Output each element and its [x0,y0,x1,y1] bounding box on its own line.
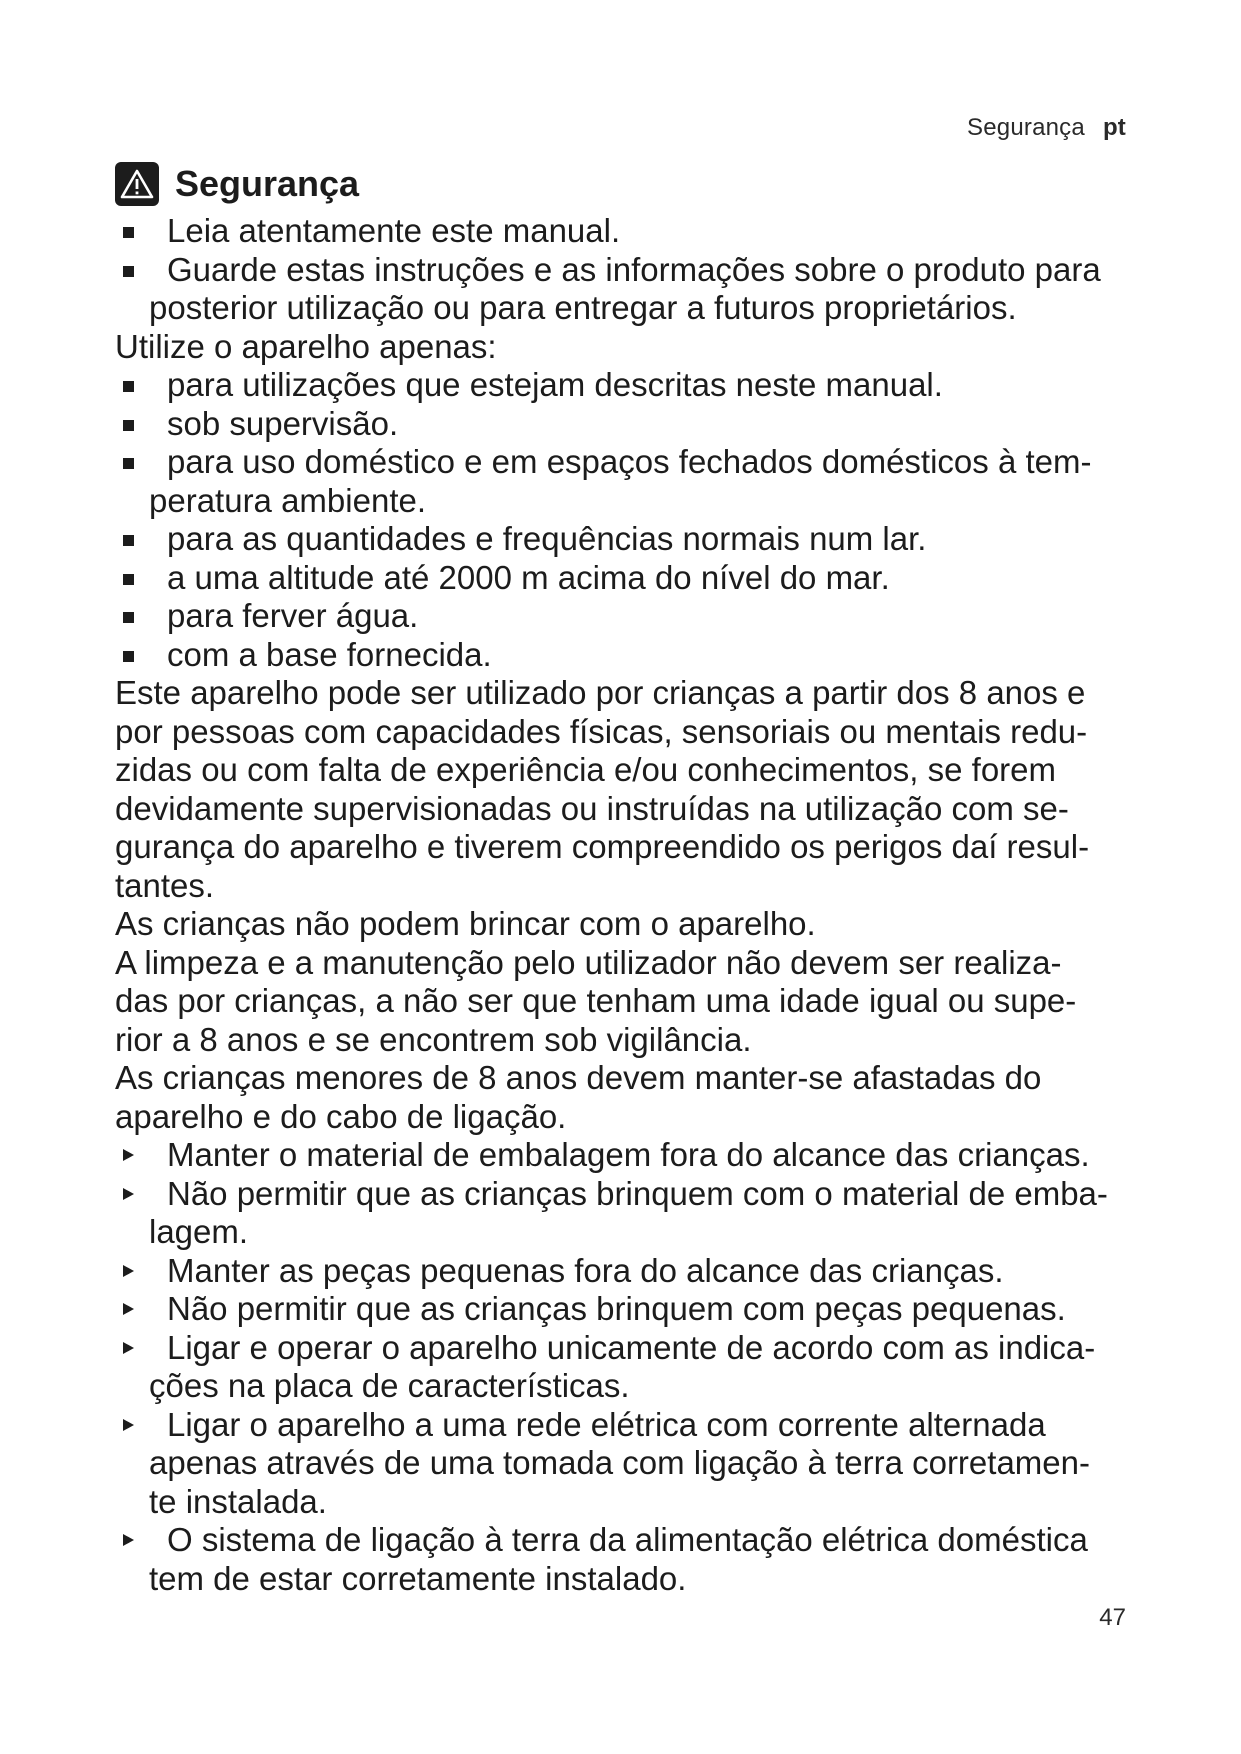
action-item: O sistema de ligação à terra da alimentação elétrica doméstica tem de estar corretamente instalado. [115,1521,1155,1598]
action-item: Não permitir que as crianças brinquem com peças pequenas. [115,1290,1155,1329]
safety-page [115,160,1155,1598]
page-number: 47 [1099,1604,1126,1631]
arrow-bullet-icon [123,1149,134,1161]
paragraph-under-eight: As crianças menores de 8 anos devem manter-se afastadas do aparelho e do cabo de ligação. [115,1059,1042,1135]
paragraph-cleaning: A limpeza e a manutenção pelo utilizador não devem ser realiza- das por crianças, a não ser que tenham uma idade igual ou supe- rior a 8 anos e se encontrem sob vigilância. [115,943,1077,1058]
square-bullet-icon [123,651,134,662]
square-bullet-icon [123,381,134,392]
list-item: Guarde estas instruções e as informações sobre o produto para posterior utilização ou para entregar a futuros proprietários. [115,251,1155,328]
arrow-bullet-icon [123,1265,134,1277]
running-header-language: pt [1102,114,1126,141]
action-item: Manter o material de embalagem fora do alcance das crianças. [115,1136,1155,1175]
list-item: para as quantidades e frequências normais num lar. [115,520,1155,559]
square-bullet-icon [123,574,134,585]
arrow-bullet-icon [123,1534,134,1546]
action-item: Ligar e operar o aparelho unicamente de acordo com as indica- ções na placa de características. [115,1329,1155,1406]
section-title: Segurança [175,163,360,204]
paragraph-age-requirement: Este aparelho pode ser utilizado por crianças a partir dos 8 anos e por pessoas com capacidades físicas, sensoriais ou mentais redu- zidas ou com falta de experiência e/ou conhecimentos, se forem devidamente supervisionadas ou instruídas na utilização com se- gurança do aparelho e tiverem compreendido os perigos daí resul- tantes. [115,674,1090,904]
action-item: Não permitir que as crianças brinquem com o material de emba- lagem. [115,1175,1155,1252]
list-item: sob supervisão. [115,405,1155,444]
use-intro: Utilize o aparelho apenas: [115,327,497,365]
square-bullet-icon [123,535,134,546]
action-item: Manter as peças pequenas fora do alcance das crianças. [115,1252,1155,1291]
square-bullet-icon [123,458,134,469]
running-header [967,114,1126,142]
arrow-bullet-icon [123,1419,134,1431]
list-item: Leia atentamente este manual. [115,212,1155,251]
arrow-bullet-icon [123,1303,134,1315]
action-item: Ligar o aparelho a uma rede elétrica com corrente alternada apenas através de uma tomada com ligação à terra corretamen- te instalada. [115,1406,1155,1522]
list-item: com a base fornecida. [115,636,1155,675]
square-bullet-icon [123,227,134,238]
running-header-section: Segurança [967,114,1085,141]
square-bullet-icon [123,612,134,623]
arrow-bullet-icon [123,1188,134,1200]
safety-text [115,212,1155,1598]
paragraph-no-play: As crianças não podem brincar com o aparelho. [115,905,816,942]
square-bullet-icon [123,420,134,431]
section-heading [115,160,1155,208]
list-item: a uma altitude até 2000 m acima do nível do mar. [115,559,1155,598]
list-item: para utilizações que estejam descritas neste manual. [115,366,1155,405]
square-bullet-icon [123,266,134,277]
list-item: para ferver água. [115,597,1155,636]
list-item: para uso doméstico e em espaços fechados domésticos à tem- peratura ambiente. [115,443,1155,520]
arrow-bullet-icon [123,1342,134,1354]
warning-triangle-icon [115,162,159,206]
